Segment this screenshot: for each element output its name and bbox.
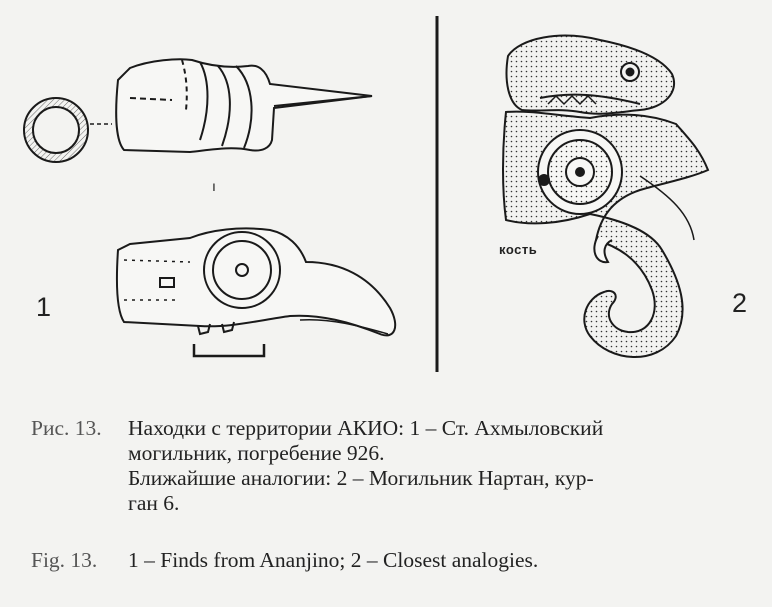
caption-en-text: 1 – Finds from Ananjino; 2 – Closest analogies.	[128, 548, 539, 572]
figure-label-2: 2	[732, 288, 748, 318]
material-label: кость	[499, 242, 538, 257]
ring-drawing	[24, 98, 112, 162]
caption-en-prefix: Fig. 13.	[31, 548, 98, 572]
caption-ru-prefix: Рис. 13.	[31, 416, 102, 440]
caption-ru-line: Находки с территории АКИО: 1 – Ст. Ахмыловский	[128, 416, 604, 440]
caption-ru-line: Ближайшие аналогии: 2 – Могильник Нартан, кур-	[128, 466, 594, 490]
caption-ru-line: ган 6.	[128, 491, 180, 515]
analogy-drawing	[503, 36, 708, 357]
fragment-mark: ı	[212, 178, 216, 194]
tip-drawing	[116, 59, 372, 152]
terminal-drawing	[117, 228, 395, 335]
caption-ru-line: могильник, погребение 926.	[128, 441, 385, 465]
caption-ru-text	[128, 416, 748, 516]
scale-bar	[194, 344, 264, 356]
figure-label-1: 1	[36, 292, 52, 322]
